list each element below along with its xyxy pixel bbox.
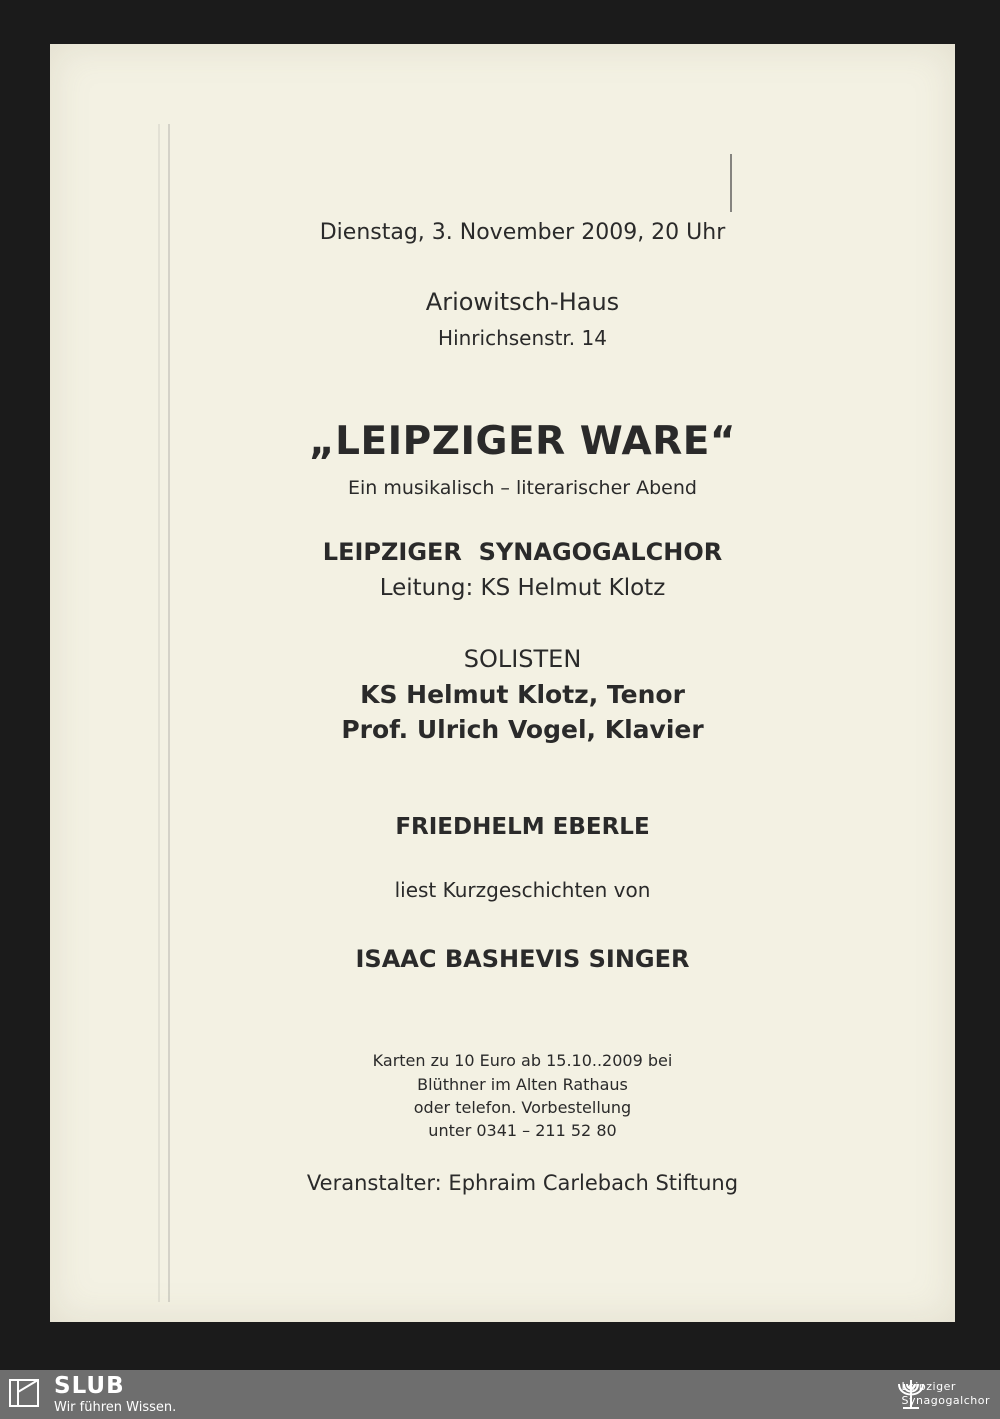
scan-streak xyxy=(158,124,160,1302)
venue-name: Ariowitsch-Haus xyxy=(425,288,620,316)
event-title: „LEIPZIGER WARE“ xyxy=(308,419,737,464)
reader-name: FRIEDHELM EBERLE xyxy=(395,814,650,840)
event-date: Dienstag, 3. November 2009, 20 Uhr xyxy=(319,220,726,245)
choir-direction: Leitung: KS Helmut Klotz xyxy=(379,575,666,601)
library-name: SLUB xyxy=(54,1373,125,1399)
choir-name: LEIPZIGER SYNAGOGALCHOR xyxy=(322,538,723,566)
event-subtitle: Ein musikalisch – literarischer Abend xyxy=(348,477,697,499)
partner-name xyxy=(902,1380,990,1408)
soloist-tenor: KS Helmut Klotz, Tenor xyxy=(360,680,685,709)
organizer: Veranstalter: Ephraim Carlebach Stiftung xyxy=(306,1171,739,1195)
scanned-flyer-page xyxy=(50,44,955,1322)
ticket-info-line: Blüthner im Alten Rathaus xyxy=(417,1075,628,1094)
flyer-content xyxy=(250,44,795,1322)
partner-name-line: Leipziger xyxy=(901,1380,956,1393)
author-name: ISAAC BASHEVIS SINGER xyxy=(355,945,690,973)
partner-name-line: Synagogalchor xyxy=(901,1394,990,1407)
soloist-piano: Prof. Ulrich Vogel, Klavier xyxy=(341,715,704,744)
slub-logo-icon xyxy=(8,1376,40,1410)
footer-bar xyxy=(0,1370,1000,1419)
scan-streak xyxy=(168,124,170,1302)
library-tagline: Wir führen Wissen. xyxy=(54,1400,177,1415)
ticket-info-line: unter 0341 – 211 52 80 xyxy=(428,1121,617,1140)
ticket-info-line: Karten zu 10 Euro ab 15.10..2009 bei xyxy=(372,1051,673,1070)
reading-note: liest Kurzgeschichten von xyxy=(394,878,651,902)
ticket-info-line: oder telefon. Vorbestellung xyxy=(413,1098,632,1117)
venue-address: Hinrichsenstr. 14 xyxy=(438,326,607,350)
soloists-heading: SOLISTEN xyxy=(463,645,582,673)
